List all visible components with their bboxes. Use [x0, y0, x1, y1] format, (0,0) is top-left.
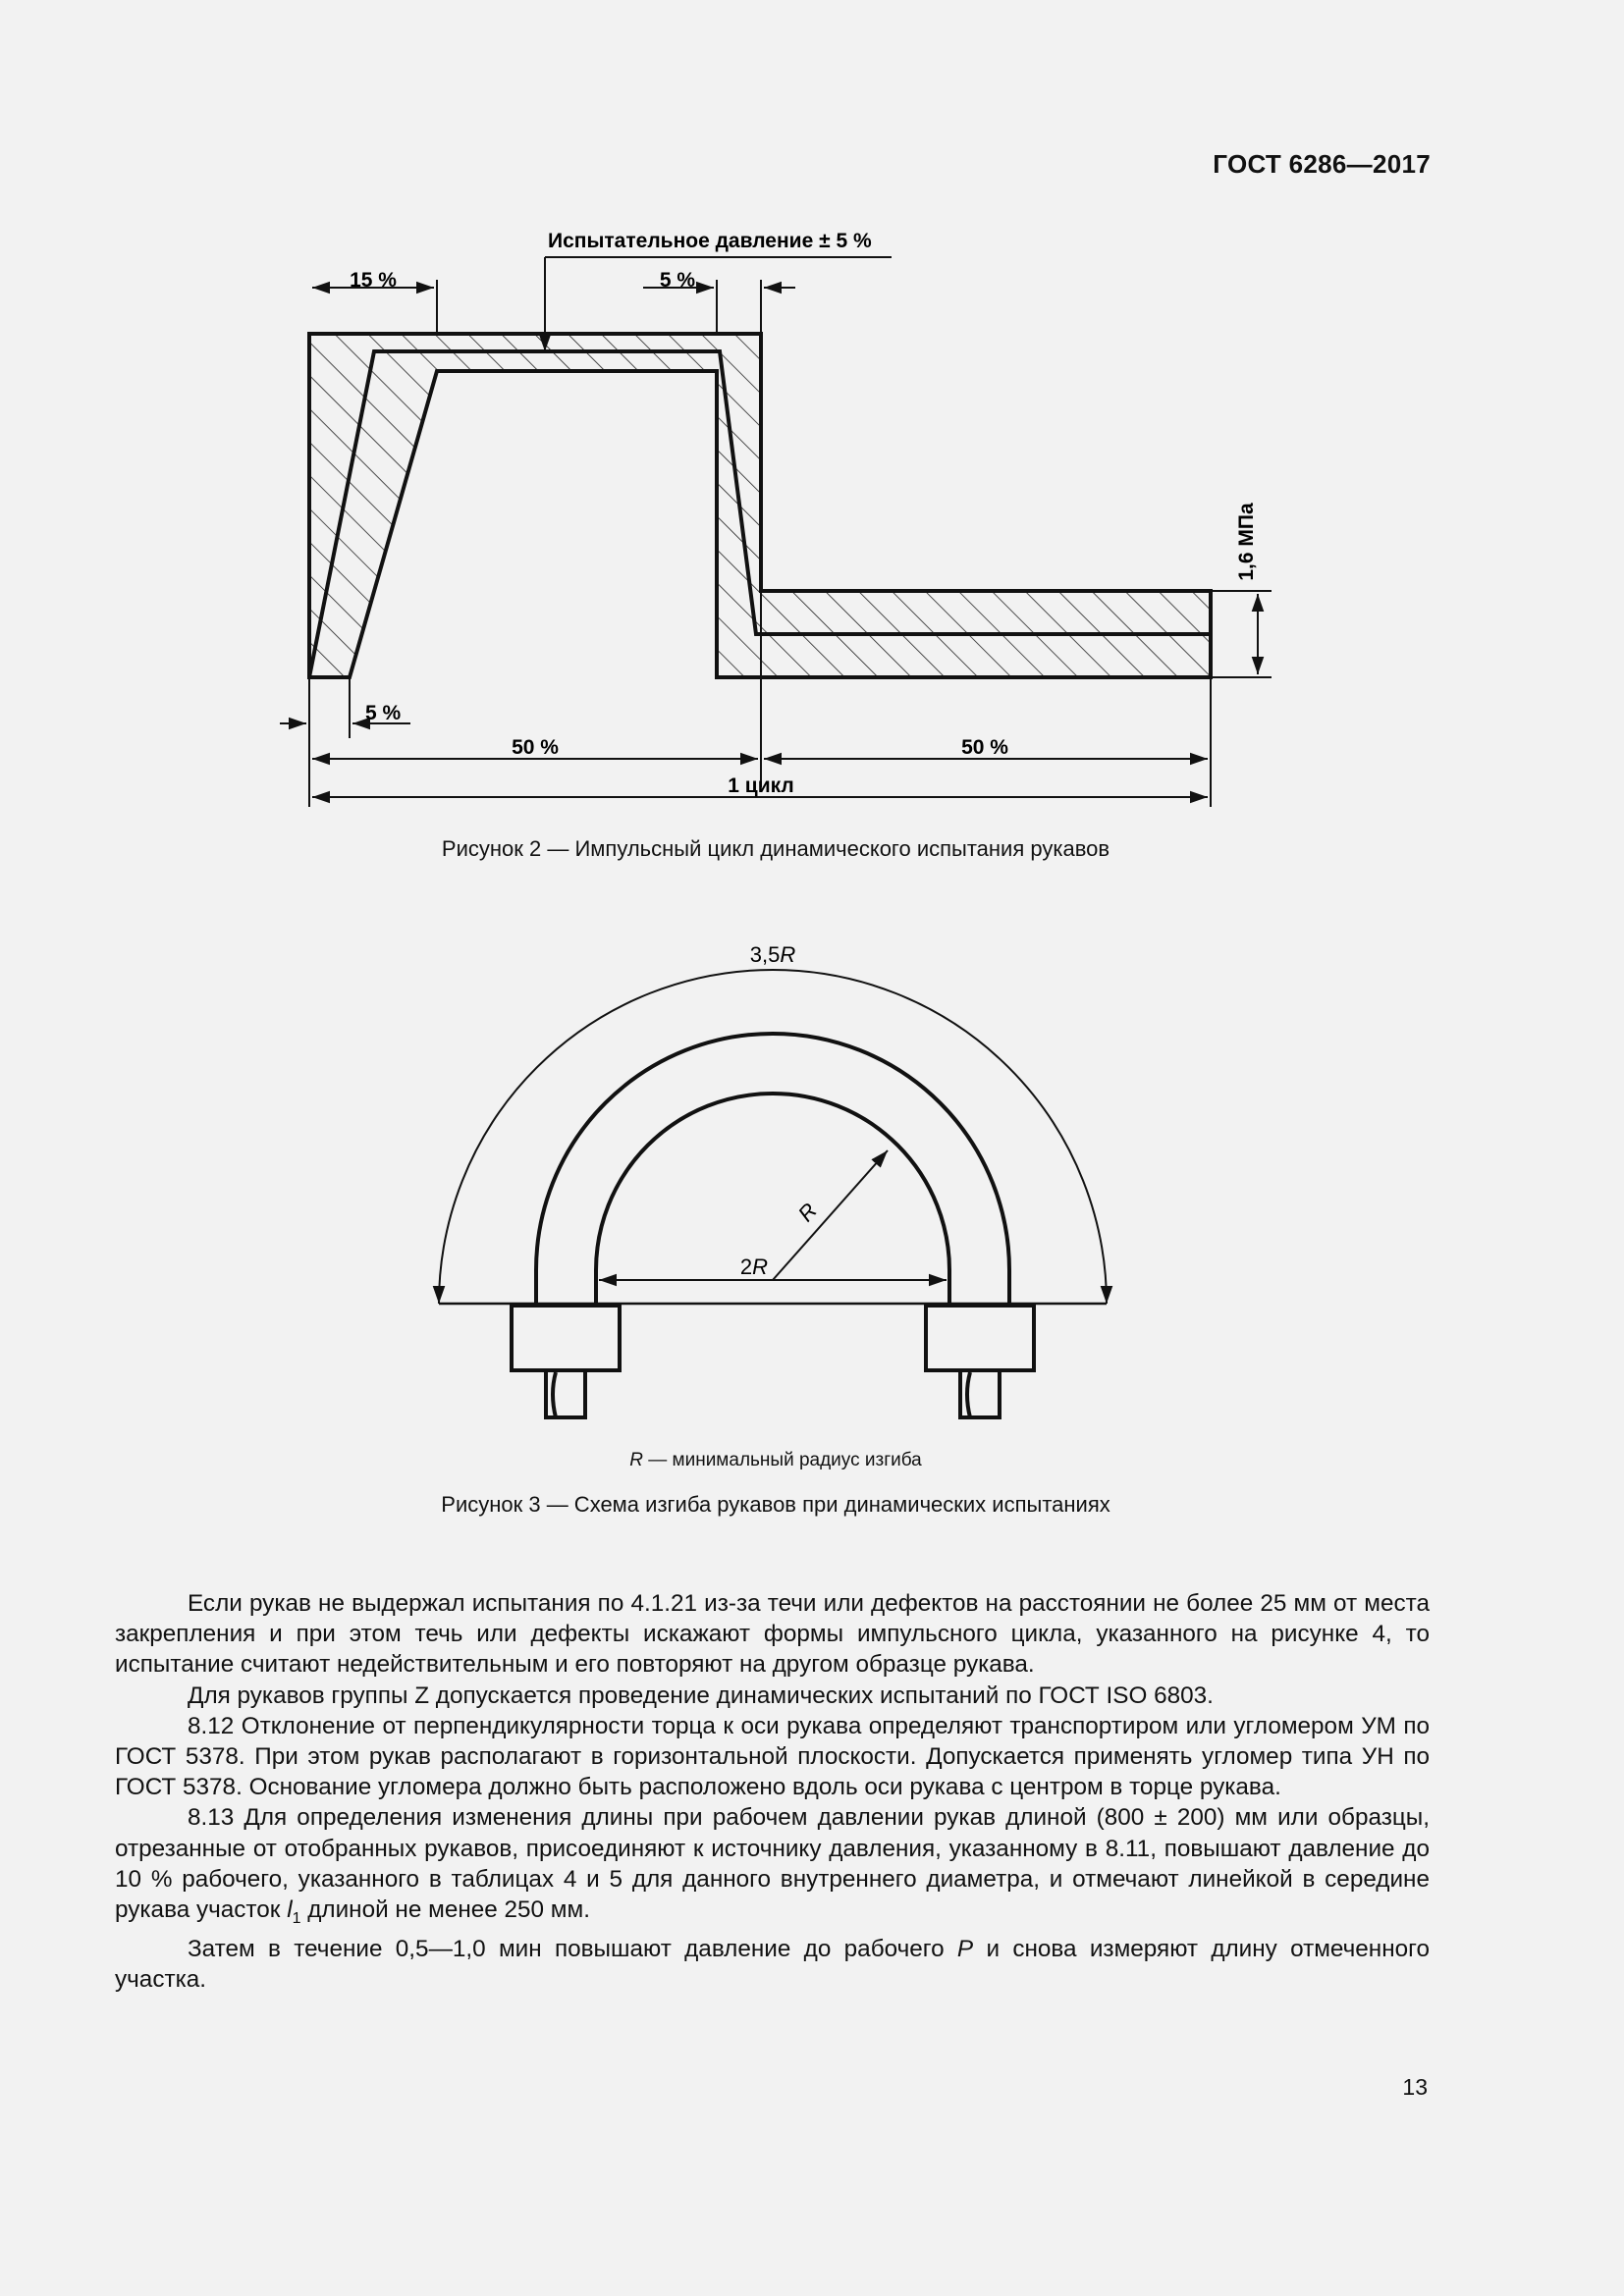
page-number: 13: [1402, 2074, 1428, 2100]
radius-r-label: R: [792, 1198, 823, 1227]
figure-3-legend: [0, 1450, 1551, 1471]
half-left-label: 50 %: [512, 736, 559, 759]
pressure-1-6-label: 1,6 МПа: [1235, 503, 1258, 581]
body-text: [115, 1588, 1430, 1996]
paragraph-5: Затем в течение 0,5—1,0 мин повышают давление до рабочего P и снова измеряют длину отмеченного участка.: [115, 1936, 1430, 1994]
figure-3-caption: Рисунок 3 — Схема изгиба рукавов при динамических испытаниях: [441, 1492, 1110, 1517]
left-fitting: [512, 1306, 620, 1417]
start-5-label: 5 %: [365, 702, 402, 724]
rise-15-label: 15 %: [350, 269, 397, 292]
arc-3-5r-label: 3,5R: [749, 942, 796, 967]
paragraph-2: Для рукавов группы Z допускается проведение динамических испытаний по ГОСТ ISO 6803.: [188, 1682, 1214, 1709]
test-pressure-label: Испытательное давление ± 5 %: [548, 230, 872, 252]
length-symbol: l: [287, 1896, 293, 1924]
legend-symbol: R: [629, 1450, 643, 1470]
paragraph-1: Если рукав не выдержал испытания по 4.1.21 из-за течи или дефектов на расстоянии не более 25 мм от места закрепления и при этом течь или дефекты искажают формы импульсного цикла, указанного на рисунке 4, то испытание считают недействительным и его повторяют на другом образце рукава.: [115, 1590, 1430, 1679]
figure-2-caption: Рисунок 2 — Импульсный цикл динамического испытания рукавов: [441, 836, 1110, 861]
right-fitting: [926, 1306, 1034, 1417]
paragraph-4: 8.13 Для определения изменения длины при рабочем давлении рукав длиной (800 ± 200) мм или образцы, отрезанные от отобранных рукавов, присоединяют к источнику давления, указанному в 8.11, повышают давление до 10 % рабочего, указанного в таблицах 4 и 5 для данного внутреннего диаметра, и отмечают линейкой в середине рукава участок $l_1$ длиной не менее 250 мм.: [115, 1804, 1430, 1927]
paragraph-3: 8.12 Отклонение от перпендикулярности торца к оси рукава определяют транспортиром или угломером УМ по ГОСТ 5378. При этом рукав располагают в горизонтальной плоскости. Допускается применять угломер типа УН по ГОСТ 5378. Основание угломера должно быть расположено вдоль оси рукава с центром в торце рукава.: [115, 1712, 1430, 1801]
pressure-symbol: P: [956, 1936, 974, 1963]
span-2r-label: 2R: [739, 1255, 769, 1279]
cycle-label: 1 цикл: [728, 774, 794, 797]
half-right-label: 50 %: [961, 736, 1008, 759]
legend-text: — минимальный радиус изгиба: [642, 1450, 922, 1470]
fall-5-label: 5 %: [659, 269, 696, 292]
document-header: ГОСТ 6286—2017: [1213, 149, 1431, 179]
